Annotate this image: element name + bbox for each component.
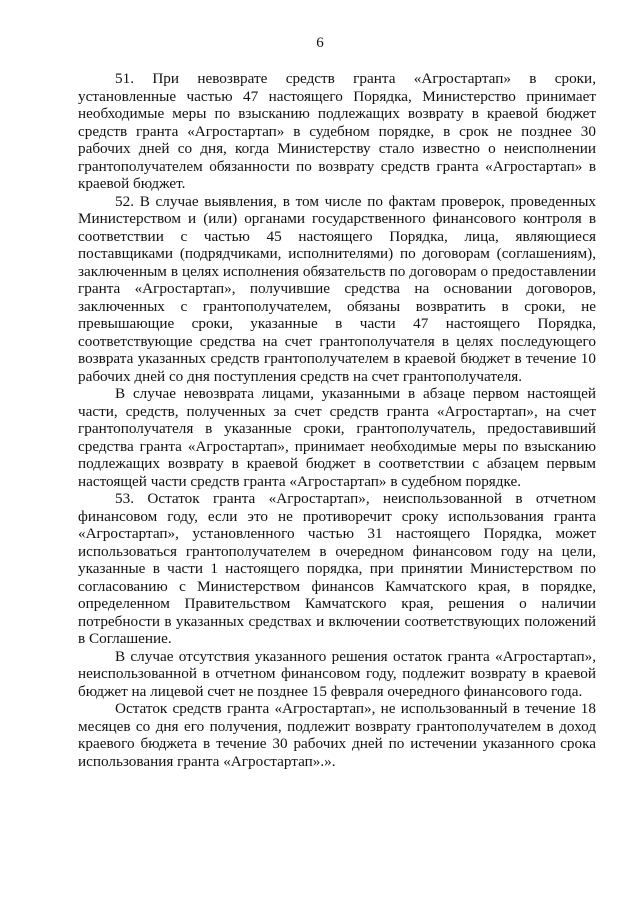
paragraph-52: 52. В случае выявления, в том числе по фактам проверок, проведенных Министерством и (или) органами государственного финансового контроля в соответствии с частью 45 настоящего Порядка, лица, являющиеся поставщиками (подрядчиками, исполнителями) по договорам (соглашениям), заключенным в целях исполнения обязательств по договорам о предоставлении гранта «Агростартап», получившие средства на основании договоров, заключенных с грантополучателем, обязаны возвратить в сроки, не превышающие сроки, указанные в части 47 настоящего Порядка, соответствующие средства на счет грантополучателя в целях последующего возврата указанных средств грантополучателем в краевой бюджет в течение 10 рабочих дней со дня поступления средств на счет грантополучателя.: [78, 192, 596, 385]
page-number: 6: [316, 35, 324, 51]
paragraph-51: 51. При невозврате средств гранта «Агростартап» в сроки, установленные частью 47 настоящего Порядка, Министерство принимает необходимые меры по взысканию подлежащих возврату в краевой бюджет средств гранта «Агростартап» в судебном порядке, в срок не позднее 30 рабочих дней со дня, когда Министерству стало известно о неисполнении грантополучателем обязанности по возврату средств гранта «Агростартап» в краевой бюджет.: [78, 70, 596, 192]
paragraph-53: 53. Остаток гранта «Агростартап», неиспользованной в отчетном финансовом году, если это не противоречит сроку использования гранта «Агростартап», установленного частью 31 настоящего Порядка, может использоваться грантополучателем в очередном финансовом году на цели, указанные в части 1 настоящего порядка, при принятии Министерством по согласованию с Министерством финансов Камчатского края, в порядке, определенном Правительством Камчатского края, решения о наличии потребности в указанных средствах и включении соответствующих положений в Соглашение.: [78, 490, 596, 647]
paragraph-53-third-clause: Остаток средств гранта «Агростартап», не использованный в течение 18 месяцев со дня его получения, подлежит возврату грантополучателем в доход краевого бюджета в течение 30 рабочих дней по истечении указанного срока использования гранта «Агростартап».».: [78, 700, 596, 770]
document-body: [78, 70, 596, 770]
paragraph-53-second-clause: В случае отсутствия указанного решения остаток гранта «Агростартап», неиспользованной в отчетном финансовом году, подлежит возврату в краевой бюджет на лицевой счет не позднее 15 февраля очередного финансового года.: [78, 647, 596, 700]
paragraph-52-second-clause: В случае невозврата лицами, указанными в абзаце первом настоящей части, средств, полученных за счет средств гранта «Агростартап», на счет грантополучателя в указанные сроки, грантополучатель, предоставивший средства гранта «Агростартап», принимает необходимые меры по взысканию подлежащих возврату в краевой бюджет в соответствии с абзацем первым настоящей части средств гранта «Агростартап» в судебном порядке.: [78, 385, 596, 490]
